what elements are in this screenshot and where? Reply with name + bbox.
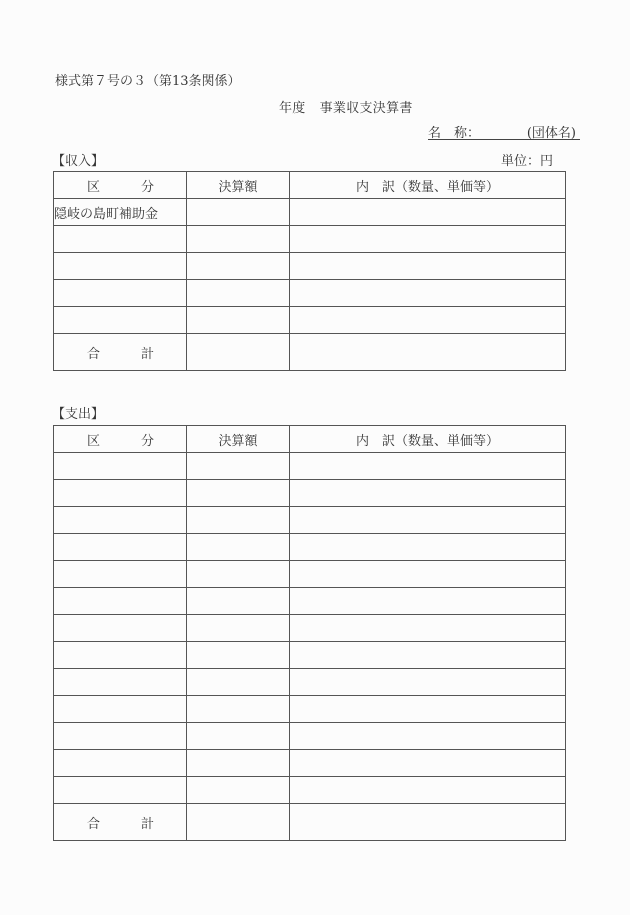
breakdown-cell[interactable] — [290, 669, 566, 696]
category-cell[interactable] — [54, 280, 187, 307]
column-header-category — [54, 172, 187, 199]
amount-cell[interactable] — [187, 669, 290, 696]
title-text: 事業収支決算書 — [319, 101, 413, 116]
category-cell[interactable] — [54, 307, 187, 334]
total-row — [54, 334, 566, 371]
breakdown-cell[interactable] — [290, 226, 566, 253]
header-char: 区 — [87, 433, 101, 449]
category-cell[interactable] — [54, 226, 187, 253]
breakdown-cell[interactable] — [290, 507, 566, 534]
category-cell[interactable] — [54, 723, 187, 750]
organization-placeholder: (団体名) — [526, 126, 576, 141]
amount-cell[interactable] — [187, 226, 290, 253]
amount-cell[interactable] — [187, 307, 290, 334]
breakdown-cell[interactable] — [290, 750, 566, 777]
column-header-category — [54, 426, 187, 453]
table-row — [54, 615, 566, 642]
header-char: 区 — [87, 179, 101, 195]
table-row — [54, 723, 566, 750]
breakdown-cell[interactable] — [290, 253, 566, 280]
table-row — [54, 253, 566, 280]
table-row — [54, 226, 566, 253]
breakdown-cell[interactable] — [290, 696, 566, 723]
breakdown-cell[interactable] — [290, 307, 566, 334]
category-cell[interactable] — [54, 253, 187, 280]
income-section-label: 【収入】 — [52, 154, 105, 169]
category-cell[interactable] — [54, 669, 187, 696]
table-row — [54, 534, 566, 561]
category-cell[interactable] — [54, 507, 187, 534]
table-header-row — [54, 426, 566, 453]
category-cell[interactable] — [54, 615, 187, 642]
amount-cell[interactable] — [187, 588, 290, 615]
total-char: 合 — [87, 346, 101, 362]
amount-cell[interactable] — [187, 750, 290, 777]
table-row — [54, 453, 566, 480]
breakdown-cell[interactable] — [290, 588, 566, 615]
table-header-row — [54, 172, 566, 199]
document-title — [279, 97, 413, 116]
total-breakdown-cell[interactable] — [290, 334, 566, 371]
total-char: 計 — [140, 816, 154, 832]
amount-cell[interactable] — [187, 453, 290, 480]
category-cell[interactable] — [54, 750, 187, 777]
column-header-amount: 決算額 — [187, 172, 290, 199]
category-cell[interactable] — [54, 453, 187, 480]
amount-cell[interactable] — [187, 696, 290, 723]
breakdown-cell[interactable] — [290, 453, 566, 480]
category-cell[interactable] — [54, 561, 187, 588]
header-char: 分 — [140, 179, 154, 195]
column-header-breakdown: 内 訳（数量、単価等） — [290, 172, 566, 199]
table-row — [54, 777, 566, 804]
table-row — [54, 507, 566, 534]
table-row — [54, 696, 566, 723]
category-cell[interactable] — [54, 777, 187, 804]
amount-cell[interactable] — [187, 642, 290, 669]
amount-cell[interactable] — [187, 280, 290, 307]
income-table — [53, 171, 566, 371]
amount-cell[interactable] — [187, 534, 290, 561]
total-amount-cell[interactable] — [187, 804, 290, 841]
table-row — [54, 280, 566, 307]
amount-cell[interactable] — [187, 199, 290, 226]
category-cell[interactable]: 隠岐の島町補助金 — [54, 199, 187, 226]
table-row — [54, 199, 566, 226]
table-row — [54, 750, 566, 777]
total-label — [54, 804, 187, 841]
title-year-field[interactable]: 年度 — [279, 101, 306, 116]
unit-label: 単位：円 — [501, 154, 554, 169]
amount-cell[interactable] — [187, 615, 290, 642]
table-row — [54, 307, 566, 334]
form-number: 様式第７号の３（第13条関係） — [55, 74, 241, 89]
table-row — [54, 480, 566, 507]
breakdown-cell[interactable] — [290, 723, 566, 750]
table-row — [54, 642, 566, 669]
breakdown-cell[interactable] — [290, 777, 566, 804]
table-row — [54, 561, 566, 588]
expense-table — [53, 425, 566, 841]
breakdown-cell[interactable] — [290, 480, 566, 507]
category-cell[interactable] — [54, 696, 187, 723]
breakdown-cell[interactable] — [290, 561, 566, 588]
total-amount-cell[interactable] — [187, 334, 290, 371]
amount-cell[interactable] — [187, 253, 290, 280]
total-breakdown-cell[interactable] — [290, 804, 566, 841]
header-char: 分 — [140, 433, 154, 449]
breakdown-cell[interactable] — [290, 280, 566, 307]
total-char: 計 — [140, 346, 154, 362]
breakdown-cell[interactable] — [290, 199, 566, 226]
amount-cell[interactable] — [187, 507, 290, 534]
amount-cell[interactable] — [187, 561, 290, 588]
category-cell[interactable] — [54, 588, 187, 615]
table-row — [54, 588, 566, 615]
amount-cell[interactable] — [187, 777, 290, 804]
organization-name-field[interactable] — [428, 122, 580, 140]
breakdown-cell[interactable] — [290, 534, 566, 561]
expense-section-label: 【支出】 — [52, 407, 105, 422]
column-header-breakdown: 内 訳（数量、単価等） — [290, 426, 566, 453]
category-cell[interactable] — [54, 642, 187, 669]
breakdown-cell[interactable] — [290, 642, 566, 669]
total-char: 合 — [87, 816, 101, 832]
organization-label: 名 称： — [428, 126, 481, 141]
column-header-amount: 決算額 — [187, 426, 290, 453]
amount-cell[interactable] — [187, 723, 290, 750]
total-label — [54, 334, 187, 371]
amount-cell[interactable] — [187, 480, 290, 507]
category-cell[interactable] — [54, 480, 187, 507]
table-row — [54, 669, 566, 696]
total-row — [54, 804, 566, 841]
category-cell[interactable] — [54, 534, 187, 561]
breakdown-cell[interactable] — [290, 615, 566, 642]
